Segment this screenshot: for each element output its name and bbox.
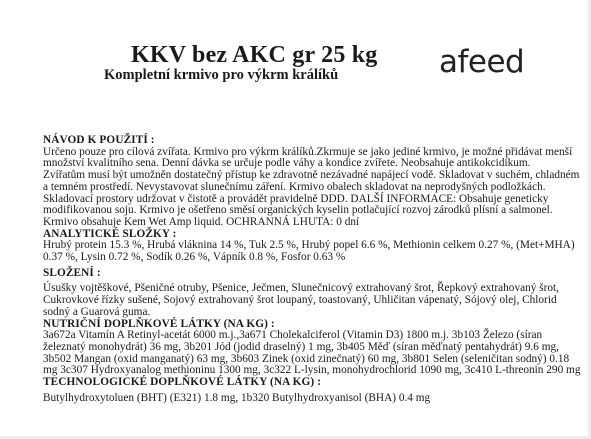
nutritional-additives-section: [43, 319, 588, 378]
nutritional-additives-line: 3b502 Mangan (oxid manganatý) 63 mg, 3b603 Zinek (oxid zinečnatý) 60 mg, 3b801 Selen (seleničitan sodný) 0.18: [43, 352, 570, 365]
product-title: KKV bez AKC gr 25 kg: [131, 42, 378, 68]
technological-additives-line: Butylhydroxytoluen (BHT) (E321) 1.8 mg, 1b320 Butylhydroxyanisol (BHA) 0.4 mg: [43, 391, 431, 404]
usage-section: [43, 135, 588, 229]
usage-heading: NÁVOD K POUŽITÍ :: [43, 134, 155, 146]
usage-line: Určeno pouze pro cílová zvířata. Krmivo pro výkrm králíků.Zkrmuje se jako jediné krmivo, je možné přidávat menší: [43, 145, 573, 158]
composition-heading: SLOŽENÍ :: [43, 266, 101, 279]
analytical-heading: ANALYTICKÉ SLOŽKY :: [43, 227, 177, 240]
nutritional-additives-line: železnatý monohydrát) 36 mg, 3b201 Jód (jodid draselný) 1 mg, 3b405 Měď (síran měďnatý pentahydrát) 9.6 mg,: [43, 340, 559, 353]
analytical-line: Hrubý protein 15.3 %, Hrubá vláknina 14 %, Tuk 2.5 %, Hrubý popel 6.6 %, Methionin celkem 0.27 %, (Met+MHA): [43, 239, 575, 252]
composition-section: [43, 268, 588, 319]
product-subtitle: Kompletní krmivo pro výkrm králíků: [104, 67, 339, 83]
usage-line: a temném prostředí. Nevystavovat slunečnímu záření. Krmivo obalech skladovat na neprodyšných podložkách.: [43, 180, 546, 193]
label-text: [43, 135, 588, 404]
analytical-line: 0.37 %, Lysin 0.72 %, Sodík 0.26 %, Vápník 0.8 %, Fosfor 0.63 %: [43, 251, 346, 264]
composition-line: Úsušky vojtěškové, Pšeničné otruby, Pšenice, Ječmen, Slunečnicový extrahovaný šrot, Řepkový extrahovaný šrot,: [43, 282, 559, 295]
brand-logo: afeed: [439, 44, 525, 80]
usage-line: množství kvalitního sena. Denní dávka se určuje podle váhy a kondice zvířete. Neobsahuje antikokcidikum.: [43, 157, 531, 170]
usage-line: Skladovací prostory udržovat v čistotě a provádět pravidelně DDD. DALŠÍ INFORMACE: Obsahuje geneticky: [43, 192, 549, 205]
usage-line: modifikovanou soju. Krmivo je ošetřeno směsí organických kyselin potlačující rozvoj zárodků plísní a salmonel.: [43, 204, 553, 217]
nutritional-additives-heading: NUTRIČNÍ DOPLŇKOVÉ LÁTKY (NA KG) :: [43, 317, 275, 330]
nutritional-additives-line: mg 3c307 Hydroxyanalog methioninu 1300 mg, 3c322 L-lysin, monohydrochlorid 1090 mg, 3c410 L-threonin 290 mg: [43, 364, 581, 377]
composition-line: Cukrovkové řízky sušené, Sojový extrahovaný šrot loupaný, toastovaný, Uhličitan vápenatý, Sójový olej, Chlorid: [43, 294, 557, 307]
composition-line: sodný a Guarová guma.: [43, 305, 151, 318]
nutritional-additives-line: 3a672a Vitamín A Retinyl-acetát 6000 m.j.,3a671 Cholekalciferol (Vitamin D3) 1800 m.j. 3b103 Železo (síran: [43, 329, 543, 342]
usage-line: Krmivo obsahuje Kem Wet Amp liquid. OCHRANNÁ LHUTA: 0 dní: [43, 215, 360, 228]
technological-additives-heading: TECHNOLOGICKÉ DOPLŇKOVÉ LÁTKY (NA KG) :: [43, 376, 322, 389]
usage-line: Zvířatům musí být umožněn dostatečný přístup ke zdravotně nezávadné napájecí vodě. Skladovat v suchém, chladném: [43, 169, 580, 182]
analytical-section: [43, 229, 588, 264]
technological-additives-section: [43, 377, 588, 404]
